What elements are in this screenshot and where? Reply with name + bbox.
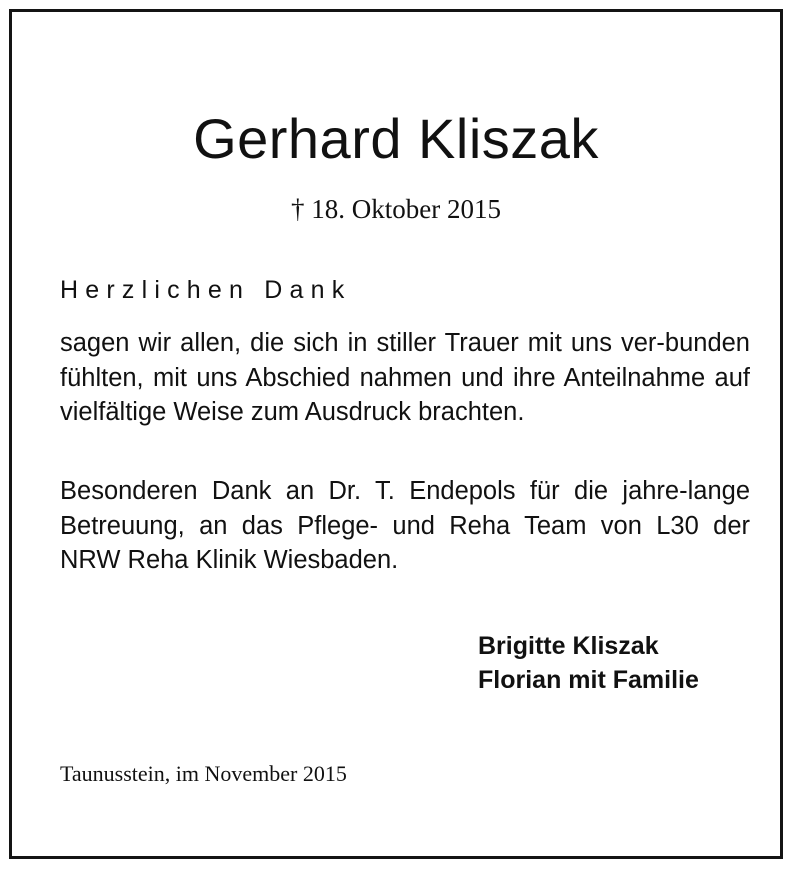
- signers-block: [478, 629, 699, 697]
- thanks-paragraph-2: Besonderen Dank an Dr. T. Endepols für die jahre-lange Betreuung, an das Pflege- und Reha Team von L30 der NRW Reha Klinik Wiesbaden.: [60, 477, 750, 574]
- thanks-paragraph-1: sagen wir allen, die sich in stiller Trauer mit uns ver-bunden fühlten, mit uns Abschied nahmen und ihre Anteilnahme auf vielfältige Weise zum Ausdruck brachten.: [60, 329, 750, 426]
- deceased-name: Gerhard Kliszak: [193, 107, 599, 170]
- signer-name: Florian mit Familie: [478, 666, 699, 694]
- obituary-card: [9, 9, 783, 859]
- death-date: † 18. Oktober 2015: [291, 194, 501, 224]
- place-and-date: Taunusstein, im November 2015: [60, 761, 347, 786]
- thanks-heading: Herzlichen Dank: [60, 276, 352, 304]
- signer-name: Brigitte Kliszak: [478, 632, 659, 660]
